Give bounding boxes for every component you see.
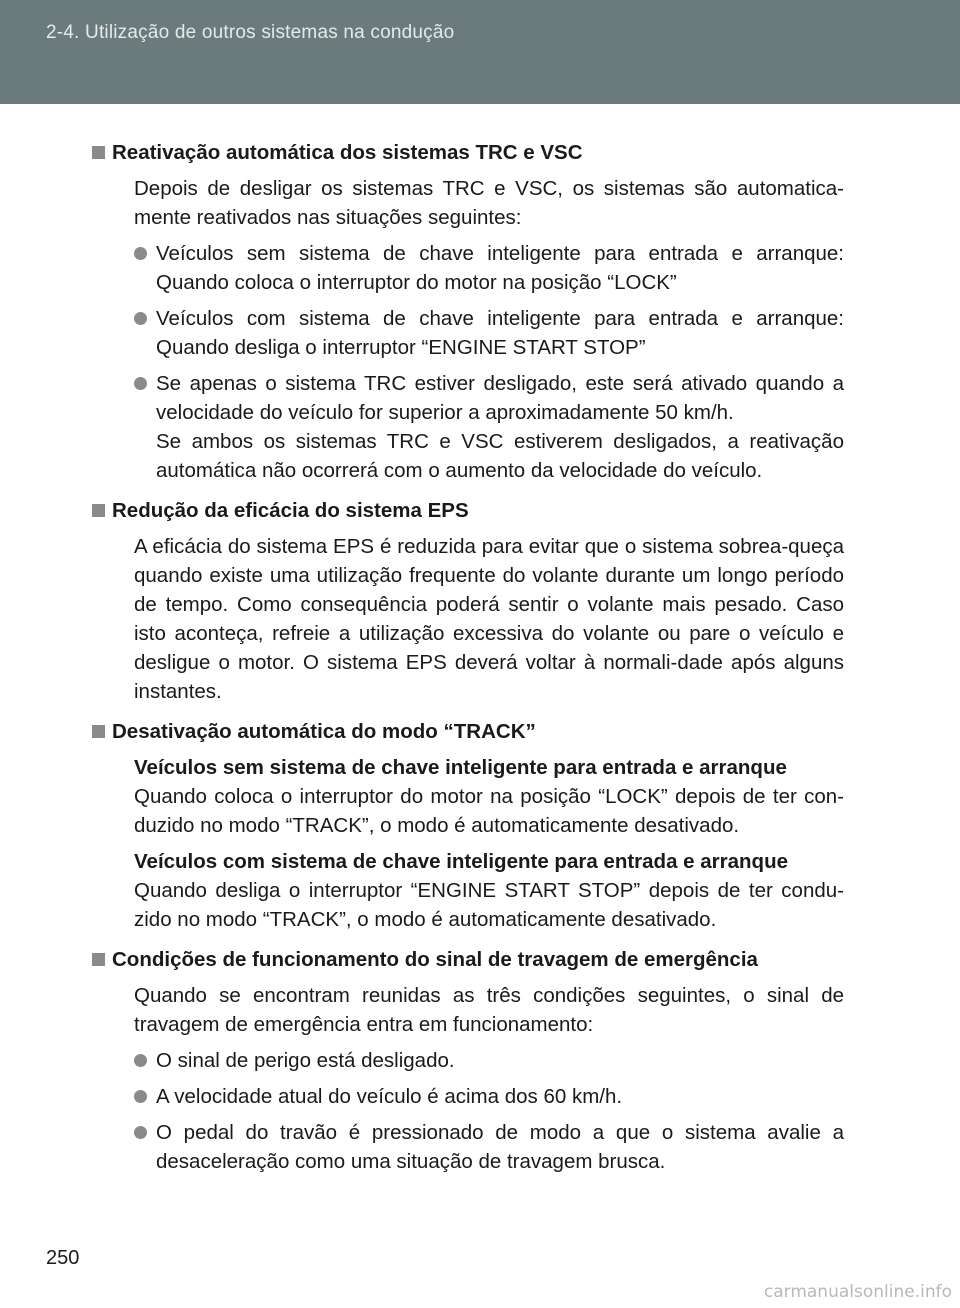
subheading: Veículos com sistema de chave inteligente para entrada e arranque	[134, 850, 788, 873]
list-item-text: Veículos sem sistema de chave inteligente para entrada e arranque: Quando coloca o interruptor do motor na posição “LOCK”	[156, 242, 844, 294]
square-bullet-icon	[92, 146, 105, 159]
list-item	[134, 369, 844, 485]
heading-text: Condições de funcionamento do sinal de travagem de emergência	[112, 948, 758, 971]
circle-bullet-icon	[134, 1090, 147, 1103]
paragraph: A eficácia do sistema EPS é reduzida para evitar que o sistema sobrea-queça quando existe uma utilização frequente do volante durante um longo período de tempo. Como consequência poderá sentir o volante mais pesado. Caso isto aconteça, refreie a utilização excessiva do volante ou pare o veículo e desligue o motor. O sistema EPS deverá voltar à normali-dade após alguns instantes.	[134, 535, 844, 703]
square-bullet-icon	[92, 504, 105, 517]
list-item	[134, 304, 844, 362]
list-item	[134, 1082, 844, 1111]
square-bullet-icon	[92, 725, 105, 738]
paragraph: Quando desliga o interruptor “ENGINE START STOP” depois de ter condu-zido no modo “TRACK”, o modo é automaticamente desativado.	[134, 879, 844, 931]
page-number: 250	[46, 1247, 80, 1269]
circle-bullet-icon	[134, 377, 147, 390]
circle-bullet-icon	[134, 247, 147, 260]
list-item-text: A velocidade atual do veículo é acima dos 60 km/h.	[156, 1085, 623, 1108]
list-item-text: Se apenas o sistema TRC estiver desligado, este será ativado quando a velocidade do veículo for superior a aproximadamente 50 km/h.	[156, 372, 844, 424]
circle-bullet-icon	[134, 312, 147, 325]
page-content	[112, 138, 844, 1187]
paragraph: Depois de desligar os sistemas TRC e VSC, os sistemas são automatica-mente reativados nas situações seguintes:	[134, 177, 844, 229]
section-heading	[92, 496, 844, 525]
paragraph: Quando se encontram reunidas as três condições seguintes, o sinal de travagem de emergência entra em funcionamento:	[134, 984, 844, 1036]
list-item-text: Se ambos os sistemas TRC e VSC estiverem desligados, a reativação automática não ocorrerá com o aumento da velocidade do veículo.	[156, 430, 844, 482]
section-track-deactivation	[112, 717, 844, 934]
heading-text: Desativação automática do modo “TRACK”	[112, 720, 536, 743]
section-title: 2-4. Utilização de outros sistemas na condução	[46, 22, 455, 43]
paragraph: Quando coloca o interruptor do motor na posição “LOCK” depois de ter con-duzido no modo “TRACK”, o modo é automaticamente desativado.	[134, 785, 844, 837]
section-trc-vsc-reactivation	[112, 138, 844, 485]
section-heading	[92, 717, 844, 746]
section-eps-reduction	[112, 496, 844, 706]
list-item	[134, 239, 844, 297]
section-heading	[92, 138, 844, 167]
section-heading	[92, 945, 844, 974]
list-item-text: Veículos com sistema de chave inteligente para entrada e arranque: Quando desliga o interruptor “ENGINE START STOP”	[156, 307, 844, 359]
list-item	[134, 1118, 844, 1176]
square-bullet-icon	[92, 953, 105, 966]
list-item-text: O pedal do travão é pressionado de modo a que o sistema avalie a desaceleração como uma situação de travagem brusca.	[156, 1121, 844, 1173]
list-item-text: O sinal de perigo está desligado.	[156, 1049, 455, 1072]
subheading: Veículos sem sistema de chave inteligente para entrada e arranque	[134, 756, 787, 779]
circle-bullet-icon	[134, 1054, 147, 1067]
circle-bullet-icon	[134, 1126, 147, 1139]
list-item	[134, 1046, 844, 1075]
heading-text: Reativação automática dos sistemas TRC e VSC	[112, 141, 583, 164]
header-band	[0, 0, 960, 104]
section-emergency-brake-signal	[112, 945, 844, 1176]
watermark: carmanualsonline.info	[763, 1282, 952, 1302]
heading-text: Redução da eficácia do sistema EPS	[112, 499, 469, 522]
